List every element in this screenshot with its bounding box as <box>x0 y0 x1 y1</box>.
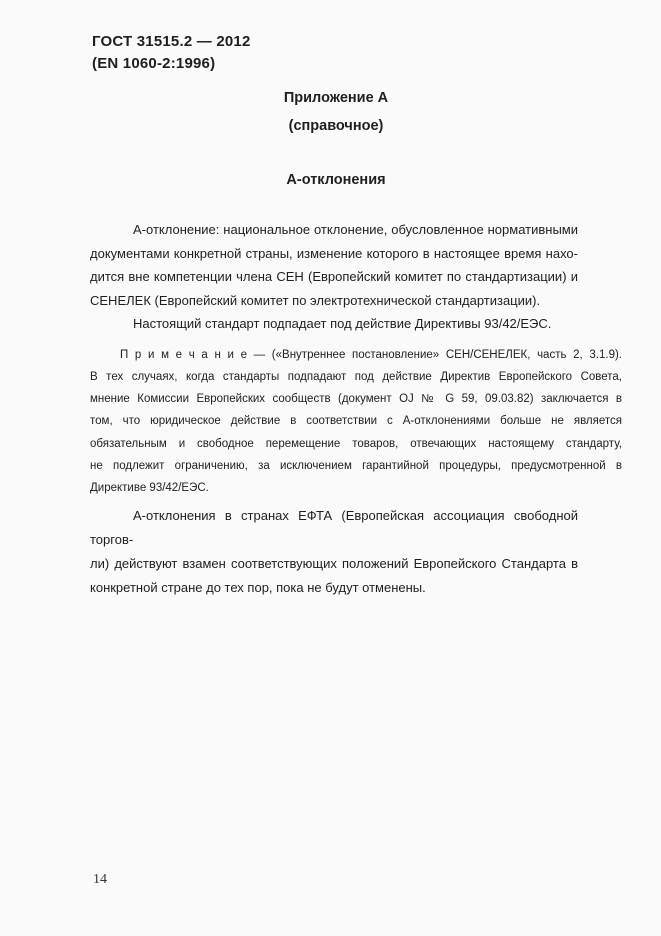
standard-en-reference: (EN 1060-2:1996) <box>92 55 216 72</box>
appendix-title-block <box>90 88 582 136</box>
note-paragraph <box>90 344 622 500</box>
text-line: А-отклонения в странах ЕФТА (Европейская ассоциация свободной торгов- <box>90 507 578 547</box>
text-line: конкретной стране до тех пор, пока не будут отменены. <box>90 579 426 595</box>
paragraph-directive <box>90 312 578 336</box>
appendix-type-label: (справочное) <box>288 118 384 134</box>
text-line: обязательным и свободное перемещение товаров, отвечающих настоящему стандарту, <box>90 437 622 450</box>
text-line: мнение Комиссии Европейских сообществ (документ OJ № G 59, 09.03.82) заключается в <box>90 393 622 406</box>
text-line: не подлежит ограничению, за исключением гарантийной процедуры, предусмотренной в <box>90 459 622 472</box>
text-line: ли) действуют взамен соответствующих положений Европейского Стандарта в <box>90 555 578 571</box>
appendix-title: Приложение А <box>283 90 389 106</box>
paragraph-a-deviation-definition <box>90 218 578 312</box>
standard-number: ГОСТ 31515.2 — 2012 <box>92 33 251 50</box>
text-line: Настоящий стандарт подпадает под действие Директивы 93/42/ЕЭС. <box>133 316 552 331</box>
text-line: Директиве 93/42/ЕЭС. <box>90 482 209 495</box>
text-line: СЕНЕЛЕК (Европейский комитет по электротехнической стандартизации). <box>90 292 541 308</box>
document-body <box>90 218 622 600</box>
page-number: 14 <box>93 872 107 887</box>
text-line: документами конкретной страны, изменение которого в настоящее время нахо- <box>90 245 578 261</box>
text-line: А-отклонение: национальное отклонение, обусловленное нормативными <box>133 222 578 237</box>
paragraph-efta <box>90 504 578 600</box>
text-line: дится вне компетенции члена СЕН (Европейский комитет по стандартизации) и <box>90 269 578 284</box>
text-line: В тех случаях, когда стандарты подпадают под действие Директив Европейского Совета, <box>90 370 622 383</box>
appendix-heading: А-отклонения <box>286 172 386 188</box>
text-line: П р и м е ч а н и е — («Внутреннее постановление» СЕН/СЕНЕЛЕК, часть 2, 3.1.9). <box>120 348 622 361</box>
document-header <box>92 31 251 75</box>
text-line: том, что юридическое действие в соответствии с А-отклонениями больше не является <box>90 415 622 428</box>
